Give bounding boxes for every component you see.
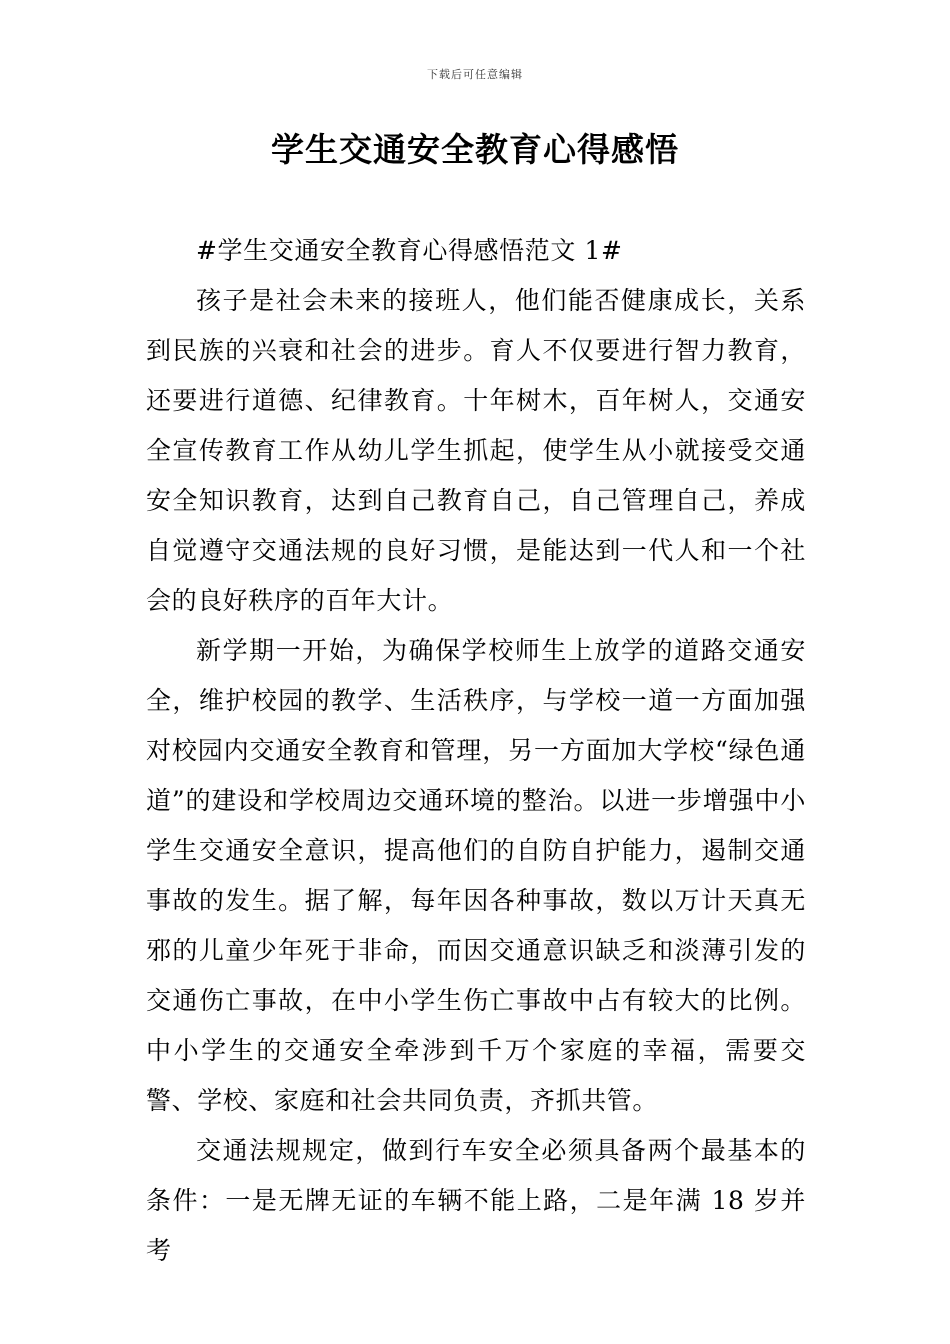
section-heading: #学生交通安全教育心得感悟范文 1# bbox=[196, 236, 623, 265]
paragraph-2: 新学期一开始，为确保学校师生上放学的道路交通安全，维护校园的教学、生活秩序，与学校一道一方面加强对校园内交通安全教育和管理，另一方面加大学校“绿色通道”的建设和学校周边交通环境的整治。以进一步增强中小学生交通安全意识，提高他们的自防自护能力，遏制交通事故的发生。据了解，每年因各种事故，数以万计天真无邪的儿童少年死于非命，而因交通意识缺乏和淡薄引发的交通伤亡事故，在中小学生伤亡事故中占有较大的比例。中小学生的交通安全牵涉到千万个家庭的幸福，需要交警、学校、家庭和社会共同负责，齐抓共管。 bbox=[146, 636, 806, 1115]
paragraph-1: 孩子是社会未来的接班人，他们能否健康成长，关系到民族的兴衰和社会的进步。育人不仅要进行智力教育，还要进行道德、纪律教育。十年树木，百年树人，交通安全宣传教育工作从幼儿学生抓起，使学生从小就接受交通安全知识教育，达到自己教育自己，自己管理自己，养成自觉遵守交通法规的良好习惯，是能达到一代人和一个社会的良好秩序的百年大计。 bbox=[146, 286, 806, 615]
document-title: 学生交通安全教育心得感悟 bbox=[271, 130, 679, 169]
document-body bbox=[146, 226, 806, 1276]
header-note: 下载后可任意编辑 bbox=[427, 68, 523, 81]
paragraph-3: 交通法规规定，做到行车安全必须具备两个最基本的条件：一是无牌无证的车辆不能上路，二是年满 18 岁并考 bbox=[146, 1136, 806, 1265]
